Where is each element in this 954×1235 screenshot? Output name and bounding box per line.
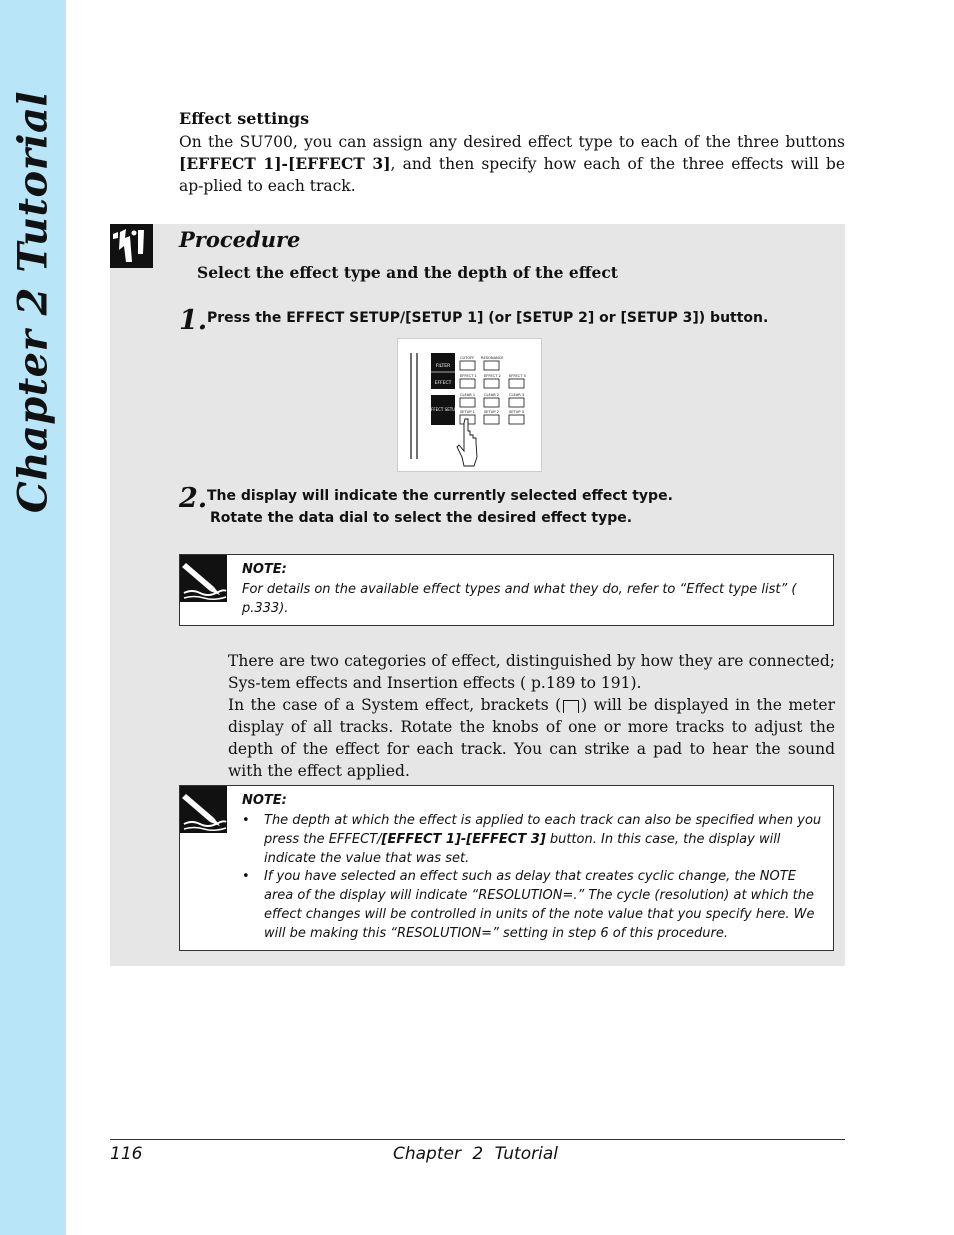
panel-effect-label: EFFECT bbox=[434, 381, 452, 386]
note-1-text: For details on the available effect types and what they do, refer to “Effect type list” ( p.333). bbox=[242, 582, 797, 616]
panel-effect2-label: EFFECT 2 bbox=[484, 374, 501, 378]
note-box-2 bbox=[179, 785, 834, 951]
page-number: 116 bbox=[110, 1144, 143, 1164]
step-2-line-2: Rotate the data dial to select the desired effect type. bbox=[210, 510, 633, 526]
clear-1-button[interactable] bbox=[460, 398, 475, 407]
procedure-subtitle: Select the effect type and the depth of the effect bbox=[197, 263, 618, 282]
sidebar-chapter-title: Chapter 2 Tutorial bbox=[9, 90, 57, 514]
pointing-hand-icon bbox=[457, 419, 477, 466]
step-2-number: 2. bbox=[179, 483, 208, 514]
note-pen-icon bbox=[180, 786, 227, 833]
footer-rule bbox=[110, 1139, 845, 1140]
step-2-line-1: The display will indicate the currently selected effect type. bbox=[207, 488, 673, 504]
panel-setup1-label: SETUP 1 bbox=[460, 410, 475, 414]
panel-resonance-label: RESONANCE bbox=[481, 356, 504, 360]
effect-3-button[interactable] bbox=[509, 379, 524, 388]
panel-effect1-label: EFFECT 1 bbox=[460, 374, 477, 378]
note-2-label: NOTE: bbox=[242, 793, 287, 808]
effect-panel-illustration bbox=[397, 338, 542, 472]
step-1-number: 1. bbox=[179, 305, 208, 336]
section-heading: Effect settings bbox=[179, 109, 310, 128]
effect-2-button[interactable] bbox=[484, 379, 499, 388]
footer-chapter-title: Chapter 2 Tutorial bbox=[393, 1144, 558, 1164]
clear-2-button[interactable] bbox=[484, 398, 499, 407]
panel-setup2-label: SETUP 2 bbox=[484, 410, 499, 414]
chapter-sidebar bbox=[0, 0, 66, 1235]
setup-3-button[interactable] bbox=[509, 415, 524, 424]
setup-2-button[interactable] bbox=[484, 415, 499, 424]
note-2-item-1: • The depth at which the effect is applied to each track can also be specified when you press the EFFECT/[EFFECT 1]-[EFFECT 3] button. In this case, the display will indicate the value that was set. bbox=[242, 813, 822, 866]
note-1-label: NOTE: bbox=[242, 562, 287, 577]
intro-paragraph: On the SU700, you can assign any desired effect type to each of the three buttons [EFFECT 1]-[EFFECT 3], and then specify how each of the three effects will be ap-plied to each track. bbox=[179, 133, 845, 195]
step-1-text: Press the EFFECT SETUP/[SETUP 1] (or [SETUP 2] or [SETUP 3]) button. bbox=[207, 310, 769, 326]
panel-setup3-label: SETUP 3 bbox=[509, 410, 524, 414]
clear-3-button[interactable] bbox=[509, 398, 524, 407]
procedure-title: Procedure bbox=[179, 227, 301, 252]
note-pen-icon bbox=[180, 555, 227, 602]
panel-filter-label: FILTER bbox=[435, 364, 451, 369]
bracket-icon bbox=[563, 700, 579, 713]
panel-cutoff-label: CUTOFF bbox=[460, 356, 475, 360]
resonance-button[interactable] bbox=[484, 361, 499, 370]
panel-clear1-label: CLEAR 1 bbox=[460, 393, 476, 397]
effect-1-button[interactable] bbox=[460, 379, 475, 388]
cutoff-button[interactable] bbox=[460, 361, 475, 370]
panel-effect-setup-label: EFFECT SETUP bbox=[428, 407, 458, 412]
panel-clear2-label: CLEAR 2 bbox=[484, 393, 500, 397]
panel-effect3-label: EFFECT 3 bbox=[509, 374, 526, 378]
effect-categories-paragraph: There are two categories of effect, distinguished by how they are connected; Sys-tem effects and Insertion effects ( p.189 to 191). In the case of a System effect, brackets ( ) will be displayed in the meter display of all tracks. Rotate the knobs of one or more tracks to adjust the depth of the effect for each track. You can strike a pad to hear the sound with the effect applied. bbox=[228, 652, 836, 780]
procedure-hand-icon bbox=[110, 224, 153, 268]
effect-buttons-ref: [EFFECT 1]-[EFFECT 3] bbox=[179, 154, 391, 173]
note-box-1 bbox=[179, 554, 834, 626]
panel-clear3-label: CLEAR 3 bbox=[509, 393, 525, 397]
note-2-item-2: • If you have selected an effect such as delay that creates cyclic change, the NOTE area of the display will indicate “RESOLUTION=.” The cycle (resolution) at which the effect changes will be controlled in units of the note value that you specify here. We will be making this “RESOLUTION=” setting in step 6 of this procedure. bbox=[242, 869, 815, 941]
